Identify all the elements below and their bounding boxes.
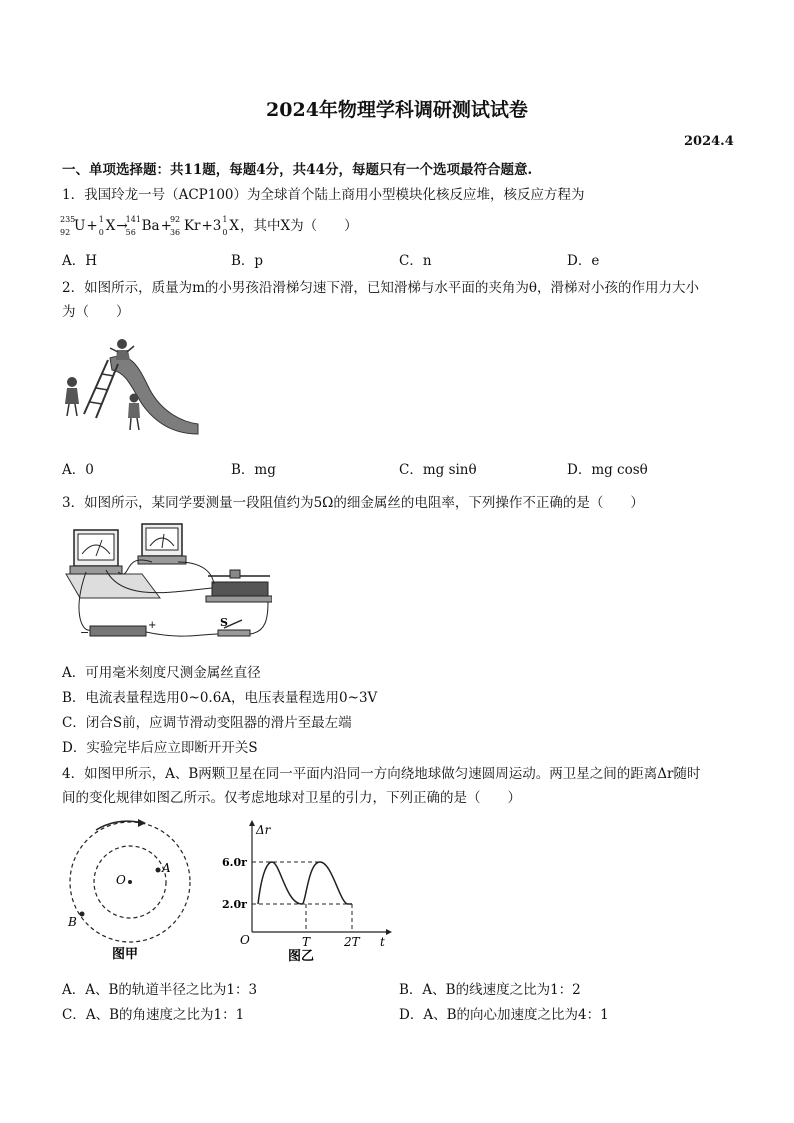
q3-option-c[interactable]: C．闭合S前，应调节滑动变阻器的滑片至最左端: [62, 715, 352, 731]
q1-option-d[interactable]: D．e: [567, 253, 600, 269]
orbit-figure: [62, 818, 202, 966]
y-axis-label: Δr: [256, 823, 271, 837]
x-tick-t: T: [302, 935, 311, 949]
center-label: O: [116, 873, 126, 887]
y-tick-high: 6.0r: [222, 856, 247, 869]
q4-option-c[interactable]: C．A、B的角速度之比为1：1: [62, 1007, 245, 1023]
section-heading: 一、单项选择题：共11题，每题4分，共44分，每题只有一个选项最符合题意.: [62, 162, 533, 178]
switch-label: S: [220, 616, 228, 629]
circuit-diagram: [62, 522, 272, 652]
q1-option-c[interactable]: C．n: [399, 253, 432, 269]
q3-stem: 3．如图所示，某同学要测量一段阻值约为5Ω的细金属丝的电阻率，下列操作不正确的是（ ）: [62, 495, 644, 511]
q4-option-b[interactable]: B．A、B的线速度之比为1：2: [399, 982, 581, 998]
x-tick-2t: 2T: [344, 935, 360, 949]
battery-minus-label: −: [80, 626, 90, 639]
origin-label: O: [240, 933, 250, 947]
satellite-a-label: A: [162, 861, 171, 875]
exam-date: 2024.4: [684, 134, 734, 149]
q2-stem: 2．如图所示，质量为m的小男孩沿滑梯匀速下滑，已知滑梯与水平面的夹角为θ，滑梯对小孩的作用力大小: [62, 280, 700, 296]
q4-option-a[interactable]: A．A、B的轨道半径之比为1：3: [62, 982, 258, 998]
q1-stem: 1．我国玲龙一号（ACP100）为全球首个陆上商用小型模块化核反应堆，核反应方程为: [62, 187, 585, 203]
q1-option-b[interactable]: B．p: [231, 253, 264, 269]
q4-stem-cont: 间的变化规律如图乙所示。仅考虑地球对卫星的引力，下列正确的是（ ）: [62, 790, 521, 806]
page-title: 2024年物理学科调研测试试卷: [266, 99, 528, 121]
x-axis-label: t: [380, 935, 385, 949]
figure-jia-caption: 图甲: [112, 947, 139, 962]
q2-option-b[interactable]: B．mg: [231, 462, 276, 478]
distance-time-graph: [222, 820, 392, 965]
y-tick-low: 2.0r: [222, 898, 247, 911]
q1-equation: 235 92 U+ 1 0 X→ 141 56 Ba+ 92 36 Kr+3 1 0 X，其中X为（ ）: [60, 215, 358, 237]
q2-option-a[interactable]: A．0: [62, 462, 94, 478]
satellite-b-label: B: [68, 915, 77, 929]
figure-yi-caption: 图乙: [288, 949, 315, 964]
q2-option-c[interactable]: C．mg sinθ: [399, 462, 477, 478]
q3-option-a[interactable]: A．可用毫米刻度尺测金属丝直径: [62, 665, 261, 681]
q3-option-b[interactable]: B．电流表量程选用0~0.6A，电压表量程选用0~3V: [62, 690, 378, 706]
q2-stem-cont: 为（ ）: [62, 304, 130, 320]
q3-option-d[interactable]: D．实验完毕后应立即断开开关S: [62, 740, 258, 756]
slide-illustration: [62, 330, 202, 438]
q4-stem: 4．如图甲所示，A、B两颗卫星在同一平面内沿同一方向绕地球做匀速圆周运动。两卫星之间的距离Δr随时: [62, 766, 701, 782]
battery-plus-label: +: [148, 620, 157, 631]
q4-option-d[interactable]: D．A、B的向心加速度之比为4：1: [399, 1007, 609, 1023]
q2-option-d[interactable]: D．mg cosθ: [567, 462, 648, 478]
q1-option-a[interactable]: A．H: [62, 253, 98, 269]
